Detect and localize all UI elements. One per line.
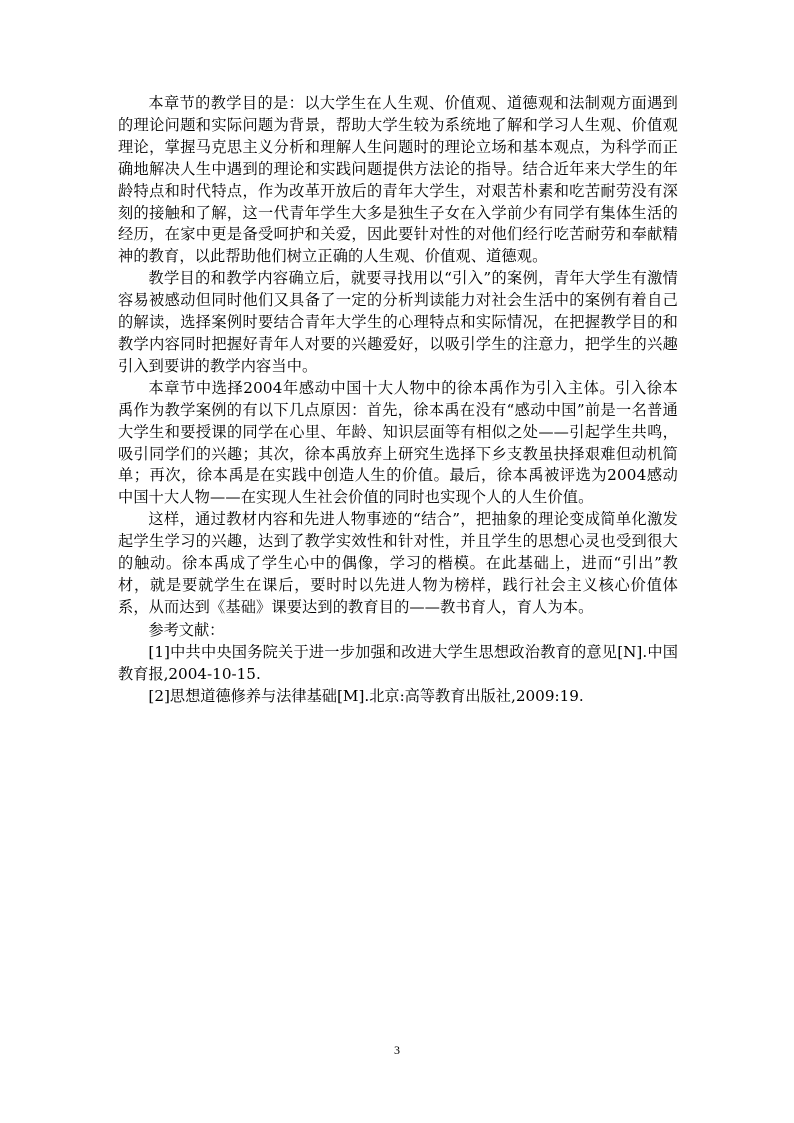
document-body [118,93,678,619]
paragraph-case-selection: 教学目的和教学内容确立后，就要寻找用以“引入”的案例，青年大学生有激情容易被感动但同时他们又具备了一定的分析判读能力对社会生活中的案例有着自己的解读，选择案例时要结合青年大学生的心理特点和实际情况，在把握教学目的和教学内容同时把握好青年人对要的兴趣爱好，以吸引学生的注意力，把学生的兴趣引入到要讲的教学内容当中。 [118,269,678,375]
references-section [118,620,678,708]
paragraph-xu-benyu-case: 本章节中选择2004年感动中国十大人物中的徐本禹作为引入主体。引入徐本禹作为教学案例的有以下几点原因：首先，徐本禹在没有“感动中国”前是一名普通大学生和要授课的同学在心里、年龄、知识层面等有相似之处——引起学生共鸣，吸引同学们的兴趣；其次，徐本禹放弃上研究生选择下乡支教虽抉择艰难但动机简单；再次，徐本禹是在实践中创造人生的价值。最后，徐本禹被评选为2004感动中国十大人物——在实现人生社会价值的同时也实现个人的人生价值。 [118,378,678,507]
page-number: 3 [394,1043,400,1057]
paragraph-teaching-objective: 本章节的教学目的是：以大学生在人生观、价值观、道德观和法制观方面遇到的理论问题和实际问题为背景，帮助大学生较为系统地了解和学习人生观、价值观理论，掌握马克思主义分析和理解人生问题时的理论立场和基本观点，为科学而正确地解决人生中遇到的理论和实践问题提供方法论的指导。结合近年来大学生的年龄特点和时代特点，作为改革开放后的青年大学生，对艰苦朴素和吃苦耐劳没有深刻的接触和了解，这一代青年学生大多是独生子女在入学前少有同学有集体生活的经历，在家中更是备受呵护和关爱，因此要针对性的对他们经行吃苦耐劳和奉献精神的教育，以此帮助他们树立正确的人生观、价值观、道德观。 [118,94,678,266]
reference-item-1: [1]中共中央国务院关于进一步加强和改进大学生思想政治教育的意见[N].中国教育报,2004-10-15. [118,642,678,683]
paragraph-conclusion: 这样，通过教材内容和先进人物事迹的“结合”，把抽象的理论变成简单化激发起学生学习的兴趣，达到了教学实效性和针对性，并且学生的思想心灵也受到很大的触动。徐本禹成了学生心中的偶像，学习的楷模。在此基础上，进而“引出”教材，就是要就学生在课后，要时时以先进人物为榜样，践行社会主义核心价值体系，从而达到《基础》课要达到的教育目的——教书育人，育人为本。 [118,510,678,616]
references-heading: 参考文献： [148,621,225,639]
reference-item-2: [2]思想道德修养与法律基础[M].北京:高等教育出版社,2009:19. [148,686,584,705]
